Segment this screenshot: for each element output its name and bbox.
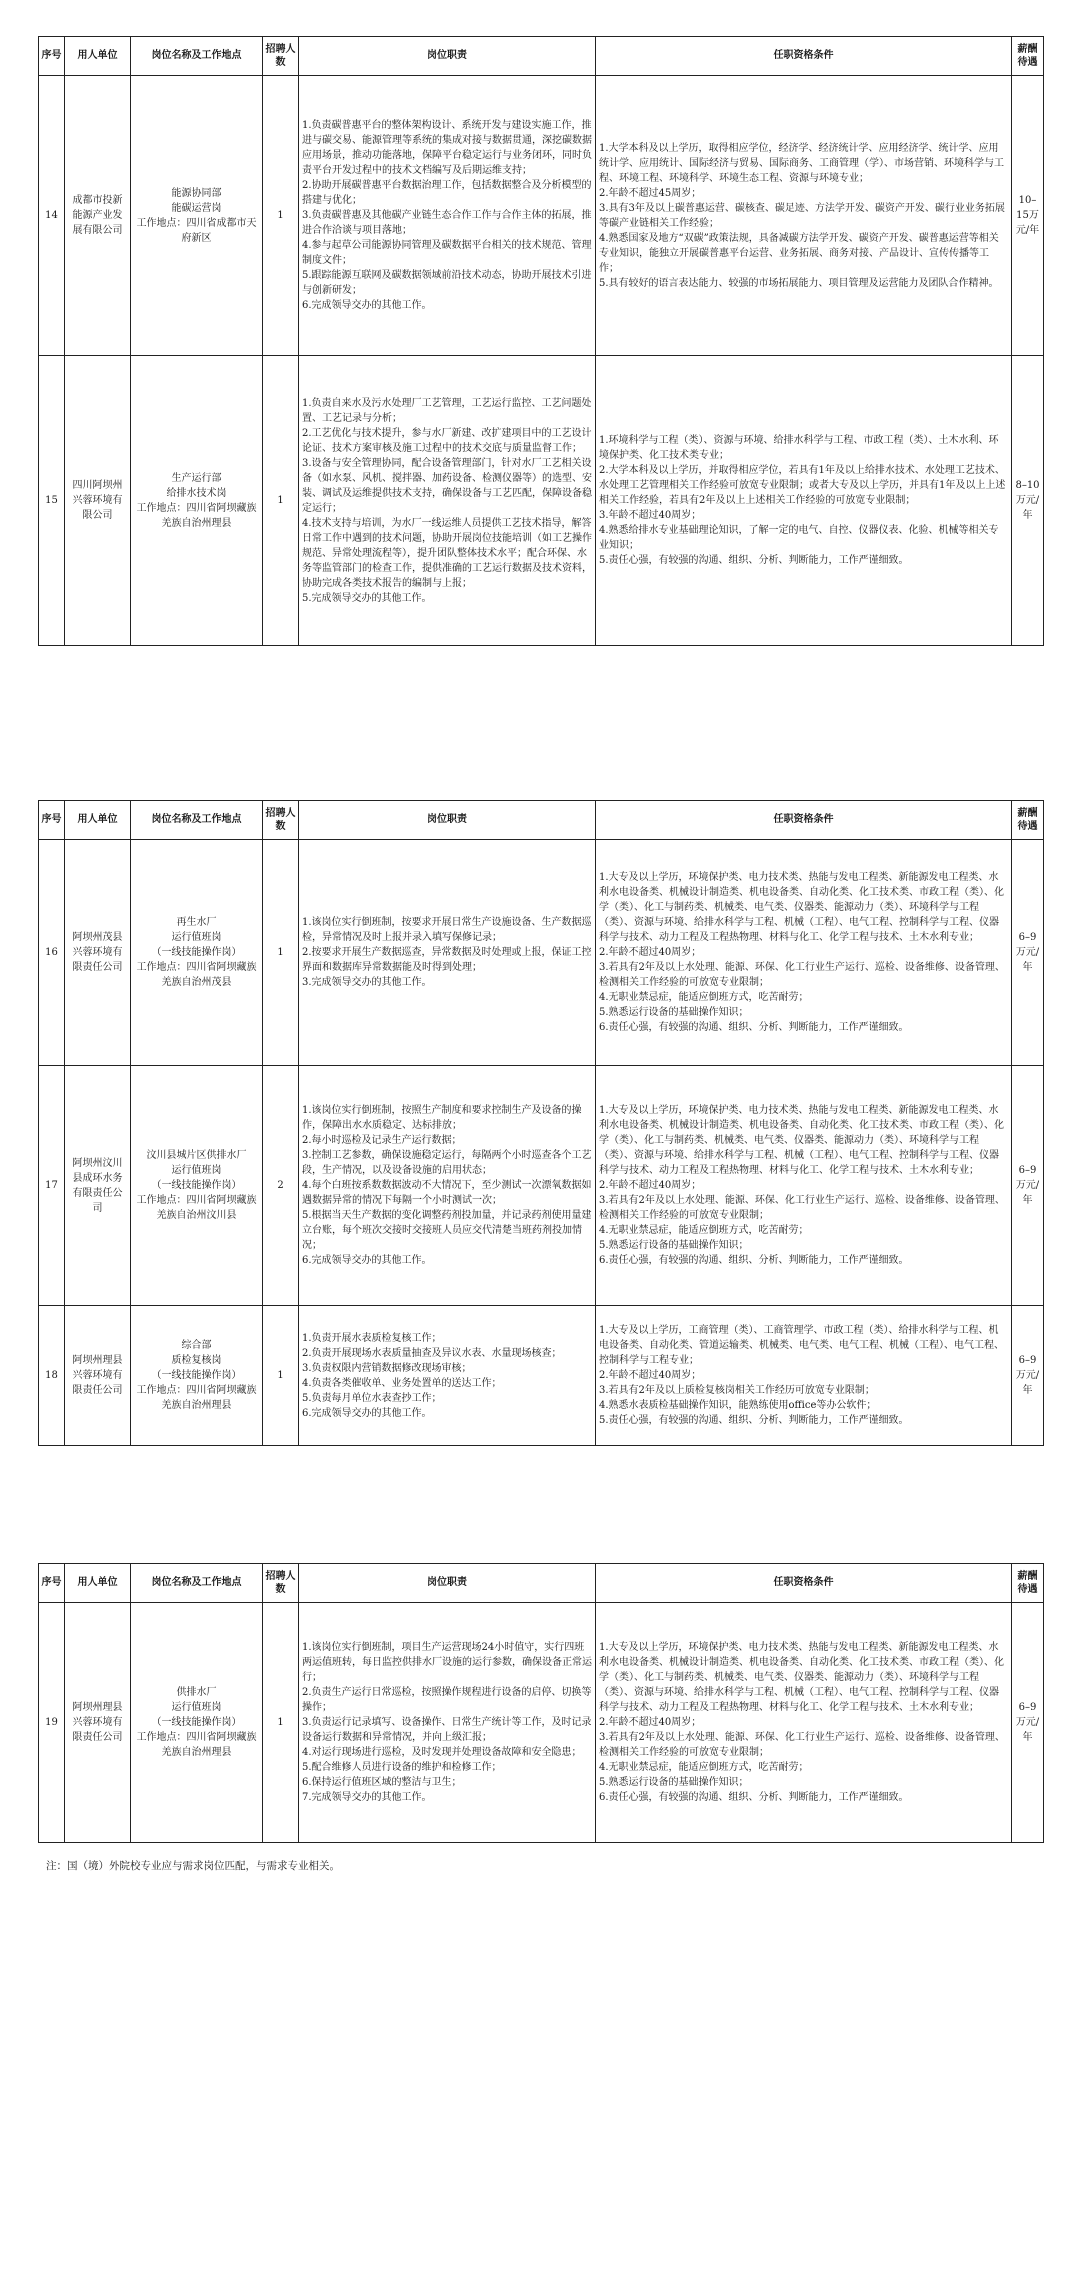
salary-part: 6–9 [1018, 932, 1037, 943]
position-title: 给排水技术岗 [166, 487, 227, 499]
headcount: 2 [263, 1066, 299, 1306]
employer-name: 阿坝州茂县兴蓉环境有限责任公司 [65, 840, 131, 1066]
table-row [39, 356, 1044, 646]
requirement-item: 4.熟悉水表质检基础操作知识，能熟练使用office等办公软件； [599, 1400, 877, 1411]
header-no: 序号 [39, 1564, 65, 1603]
duty-item: 7.完成领导交办的其他工作。 [302, 1792, 432, 1803]
position-location: 工作地点：四川省阿坝藏族羌族自治州理县 [136, 502, 257, 529]
requirement-item: 2.年龄不超过45周岁； [599, 187, 702, 199]
header-position: 岗位名称及工作地点 [131, 1564, 263, 1603]
duty-item: 2.工艺优化与技术提升，参与水厂新建、改扩建项目中的工艺设计论证、技术方案审核及施工过程中的技术交底与质量监督工作； [302, 427, 592, 454]
position-cell [131, 1603, 263, 1843]
duty-item: 5.跟踪能源互联网及碳数据领域前沿技术动态，协助开展技术引进与创新研发； [302, 270, 592, 296]
salary-cell [1012, 76, 1044, 356]
headcount: 1 [263, 356, 299, 646]
table-row [39, 1603, 1044, 1843]
requirement-item: 5.熟悉运行设备的基础操作知识； [599, 1777, 749, 1788]
position-location: 工作地点：四川省阿坝藏族羌族自治州理县 [136, 1732, 257, 1758]
row-number: 17 [39, 1066, 65, 1306]
requirement-item: 3.若具有2年及以上质检复核岗相关工作经历可放宽专业限制； [599, 1385, 875, 1396]
requirement-item: 3.若具有2年及以上水处理、能源、环保、化工行业生产运行、巡检、设备维修、设备管理、检测相关工作经验的可放宽专业限制； [599, 1732, 1005, 1758]
duty-item: 2.按要求开展生产数据巡查，异常数据及时处理或上报，保证工控界面和数据库异常数据能及时得到处理； [302, 947, 592, 973]
duty-item: 6.完成领导交办的其他工作。 [302, 1407, 432, 1419]
requirement-item: 6.责任心强，有较强的沟通、组织、分析、判断能力，工作严谨细致。 [599, 1022, 909, 1033]
salary-part: 万元/ [1015, 1180, 1040, 1191]
header-duties: 岗位职责 [299, 1564, 596, 1603]
table-header-row [39, 37, 1044, 76]
duty-item: 1.该岗位实行倒班制，按照生产制度和要求控制生产及设备的操作，保障出水水质稳定、达标排放； [302, 1105, 582, 1131]
header-salary: 薪酬待遇 [1012, 37, 1044, 76]
position-title: 能碳运营岗 [171, 202, 222, 214]
salary-part: 10– [1018, 195, 1037, 206]
requirement-item: 6.责任心强，有较强的沟通、组织、分析、判断能力，工作严谨细致。 [599, 1792, 909, 1803]
requirement-item: 1.大专及以上学历，工商管理（类）、工商管理学、市政工程（类）、给排水科学与工程、机电设备类、自动化类、管道运输类、机械类、电气类、电气工程、机械（工程）、电气工程、控制科学与工程专业； [599, 1325, 1004, 1366]
duty-item: 5.负责每月单位水表查抄工作； [302, 1392, 442, 1404]
salary-part: 6–9 [1018, 1355, 1037, 1366]
table-row [39, 1066, 1044, 1306]
requirement-item: 5.具有较好的语言表达能力、较强的市场拓展能力、项目管理及运营能力及团队合作精神。 [599, 277, 999, 289]
duty-item: 2.负责生产运行日常巡检，按照操作规程进行设备的启停、切换等操作； [302, 1687, 592, 1713]
position-title: 运行值班岗 [171, 932, 222, 943]
position-dept: 再生水厂 [176, 917, 217, 928]
duties-cell [299, 1066, 596, 1306]
requirement-item: 3.具有3年及以上碳普惠运营、碳核查、碳足迹、方法学开发、碳资产开发、碳行业业务拓展等碳产业链相关工作经验； [599, 202, 1005, 229]
position-cell [131, 1066, 263, 1306]
duties-cell [299, 76, 596, 356]
position-dept: 综合部 [181, 1340, 212, 1351]
headcount: 1 [263, 1603, 299, 1843]
duty-item: 4.负责各类催收单、业务处置单的送达工作； [302, 1377, 502, 1389]
row-number: 14 [39, 76, 65, 356]
duty-item: 2.协助开展碳普惠平台数据治理工作，包括数据整合及分析模型的搭建与优化； [302, 180, 592, 206]
table-row [39, 76, 1044, 356]
requirement-item: 2.年龄不超过40周岁； [599, 947, 702, 958]
requirement-item: 5.熟悉运行设备的基础操作知识； [599, 1007, 749, 1018]
position-location: 工作地点：四川省阿坝藏族羌族自治州茂县 [136, 962, 257, 988]
requirement-item: 3.若具有2年及以上水处理、能源、环保、化工行业生产运行、巡检、设备维修、设备管理、检测相关工作经验的可放宽专业限制； [599, 1195, 1005, 1221]
duty-item: 2.每小时巡检及记录生产运行数据； [302, 1135, 462, 1146]
salary-cell [1012, 1306, 1044, 1446]
header-salary: 薪酬待遇 [1012, 1564, 1044, 1603]
salary-part: 万元/ [1015, 1370, 1040, 1381]
row-number: 15 [39, 356, 65, 646]
position-dept: 能源协同部 [171, 187, 222, 199]
row-number: 18 [39, 1306, 65, 1446]
salary-part: 元/年 [1015, 225, 1040, 236]
requirement-item: 4.无职业禁忌症，能适应倒班方式，吃苦耐劳； [599, 1225, 809, 1236]
employer-name: 四川阿坝州兴蓉环境有限公司 [65, 356, 131, 646]
salary-part: 年 [1022, 510, 1033, 521]
duty-item: 3.负责权限内营销数据修改现场审核； [302, 1362, 472, 1374]
duty-item: 3.负责运行记录填写、设备操作、日常生产统计等工作，及时记录设备运行数据和异常情况，并向上级汇报； [302, 1717, 592, 1743]
employer-name: 成都市投新能源产业发展有限公司 [65, 76, 131, 356]
salary-part: 6–9 [1018, 1165, 1037, 1176]
requirement-item: 1.大专及以上学历，环境保护类、电力技术类、热能与发电工程类、新能源发电工程类、水利水电设备类、机械设计制造类、机电设备类、自动化类、化工技术类、市政工程（类）、化学（类）、化工与制药类、机械类、电气类、仪器类、能源动力（类）、环境科学与工程（类）、资源与环境、给排水科学与工程、机械（工程）、电气工程、控制科学与工程、仪器科学与技术、动力工程及工程热物理、材料与化工、化学工程与技术、土木水利专业； [599, 872, 1004, 943]
recruitment-table-1 [38, 36, 1044, 646]
requirement-item: 5.熟悉运行设备的基础操作知识； [599, 1240, 749, 1251]
duty-item: 3.完成领导交办的其他工作。 [302, 977, 432, 988]
duty-item: 4.对运行现场进行巡检，及时发现并处理设备故障和安全隐患； [302, 1747, 582, 1758]
requirements-cell [596, 76, 1012, 356]
salary-part: 年 [1022, 1195, 1033, 1206]
requirement-item: 2.年龄不超过40周岁； [599, 1180, 702, 1191]
salary-cell [1012, 356, 1044, 646]
header-unit: 用人单位 [65, 37, 131, 76]
requirement-item: 2.年龄不超过40周岁； [599, 1717, 702, 1728]
header-no: 序号 [39, 37, 65, 76]
employer-name: 阿坝州汶川县成环水务有限责任公司 [65, 1066, 131, 1306]
requirements-cell [596, 840, 1012, 1066]
header-duties: 岗位职责 [299, 37, 596, 76]
salary-part: 万元/ [1015, 947, 1040, 958]
requirement-item: 4.熟悉给排水专业基础理论知识，了解一定的电气、自控、仪器仪表、化验、机械等相关专业知识； [599, 525, 999, 551]
position-cell [131, 1306, 263, 1446]
salary-part: 年 [1022, 1385, 1033, 1396]
duty-item: 3.控制工艺参数，确保设施稳定运行，每隔两个小时巡查各个工艺段，生产情况，以及设备设施的启用状态； [302, 1150, 592, 1176]
salary-part: 年 [1022, 962, 1033, 973]
requirement-item: 1.环境科学与工程（类）、资源与环境、给排水科学与工程、市政工程（类）、土木水利、环境保护类、化工技术类专业； [599, 435, 999, 461]
header-requirements: 任职资格条件 [596, 801, 1012, 840]
header-salary: 薪酬待遇 [1012, 801, 1044, 840]
salary-cell [1012, 1603, 1044, 1843]
table-header-row [39, 1564, 1044, 1603]
duty-item: 1.负责开展水表质检复核工作； [302, 1332, 442, 1344]
position-title: 运行值班岗 [171, 1165, 222, 1176]
position-cell [131, 76, 263, 356]
headcount: 1 [263, 1306, 299, 1446]
requirement-item: 5.责任心强，有较强的沟通、组织、分析、判断能力，工作严谨细致。 [599, 1415, 909, 1426]
position-type: （一线技能操作岗） [151, 947, 242, 958]
header-count: 招聘人数 [263, 1564, 299, 1603]
requirements-cell [596, 356, 1012, 646]
recruitment-table-3 [38, 1563, 1044, 1843]
requirement-item: 5.责任心强，有较强的沟通、组织、分析、判断能力，工作严谨细致。 [599, 555, 909, 566]
header-count: 招聘人数 [263, 37, 299, 76]
duty-item: 6.保持运行值班区域的整洁与卫生； [302, 1777, 462, 1788]
duty-item: 5.完成领导交办的其他工作。 [302, 592, 432, 604]
position-dept: 汶川县城片区供排水厂 [146, 1150, 247, 1161]
position-location: 工作地点：四川省阿坝藏族羌族自治州理县 [136, 1385, 257, 1411]
position-dept: 生产运行部 [171, 472, 222, 484]
salary-part: 8–10 [1015, 480, 1040, 491]
employer-name: 阿坝州理县兴蓉环境有限责任公司 [65, 1603, 131, 1843]
duty-item: 4.参与起草公司能源协同管理及碳数据平台相关的技术规范、管理制度文件； [302, 240, 592, 266]
duties-cell [299, 1306, 596, 1446]
position-title: 运行值班岗 [171, 1702, 222, 1713]
table-row [39, 1306, 1044, 1446]
duties-cell [299, 840, 596, 1066]
duty-item: 4.每个白班按系数数据波动不大情况下，至少测试一次漂氧数据如遇数据异常的情况下每隔一个小时测试一次； [302, 1180, 592, 1206]
duties-cell [299, 1603, 596, 1843]
duty-item: 3.设备与安全管理协同，配合设备管理部门，针对水厂工艺相关设备（如水泵、风机、搅拌器、加药设备、检测仪器等）的选型、安装、调试及运维提供技术支持，确保设备与工艺匹配，保障设备稳定运行； [302, 457, 592, 514]
requirement-item: 1.大专及以上学历，环境保护类、电力技术类、热能与发电工程类、新能源发电工程类、水利水电设备类、机械设计制造类、机电设备类、自动化类、化工技术类、市政工程（类）、化学（类）、化工与制药类、机械类、电气类、仪器类、能源动力（类）、环境科学与工程（类）、资源与环境、给排水科学与工程、机械（工程）、电气工程、控制科学与工程、仪器科学与技术、动力工程及工程热物理、材料与化工、化学工程与技术、土木水利专业； [599, 1105, 1004, 1176]
table-header-row [39, 801, 1044, 840]
employer-name: 阿坝州理县兴蓉环境有限责任公司 [65, 1306, 131, 1446]
requirement-item: 1.大专及以上学历，环境保护类、电力技术类、热能与发电工程类、新能源发电工程类、水利水电设备类、机械设计制造类、机电设备类、自动化类、化工技术类、市政工程（类）、化学（类）、化工与制药类、机械类、电气类、仪器类、能源动力（类）、环境科学与工程（类）、资源与环境、给排水科学与工程、机械（工程）、电气工程、控制科学与工程、仪器科学与技术、动力工程及工程热物理、材料与化工、化学工程与技术、土木水利专业； [599, 1642, 1004, 1713]
requirement-item: 6.责任心强，有较强的沟通、组织、分析、判断能力，工作严谨细致。 [599, 1255, 909, 1266]
header-position: 岗位名称及工作地点 [131, 37, 263, 76]
requirements-cell [596, 1306, 1012, 1446]
header-unit: 用人单位 [65, 801, 131, 840]
duty-item: 2.负责开展现场水表质量抽查及异议水表、水量现场核查； [302, 1347, 562, 1359]
position-dept: 供排水厂 [176, 1687, 217, 1698]
headcount: 1 [263, 76, 299, 356]
duties-cell [299, 356, 596, 646]
requirement-item: 1.大学本科及以上学历，取得相应学位，经济学、经济统计学、应用经济学、统计学、应用统计学、应用统计、国际经济与贸易、国际商务、工商管理（学）、市场营销、环境科学与工程、环境工程、环境科学、环境生态工程、资源与环境专业； [599, 142, 1004, 184]
requirement-item: 2.大学本科及以上学历，并取得相应学位，若具有1年及以上给排水技术、水处理工艺技术、水处理工艺管理相关工作经验可放宽专业限制；或者大专及以上学历，并具有1年及以上上述相关工作经验，若具有2年及以上上述相关工作经验的可放宽专业限制； [599, 465, 1006, 506]
duty-item: 5.配合维修人员进行设备的维护和检修工作； [302, 1762, 502, 1773]
header-duties: 岗位职责 [299, 801, 596, 840]
requirements-cell [596, 1066, 1012, 1306]
position-cell [131, 840, 263, 1066]
salary-cell [1012, 840, 1044, 1066]
header-position: 岗位名称及工作地点 [131, 801, 263, 840]
position-location: 工作地点：四川省阿坝藏族羌族自治州汶川县 [136, 1195, 257, 1221]
position-title: 质检复核岗 [171, 1355, 222, 1366]
requirement-item: 3.年龄不超过40周岁； [599, 510, 702, 521]
position-type: （一线技能操作岗） [151, 1370, 242, 1381]
footnote: 注：国（境）外院校专业应与需求岗位匹配，与需求专业相关。 [46, 1860, 340, 1872]
salary-part: 15万 [1016, 210, 1039, 221]
duty-item: 6.完成领导交办的其他工作。 [302, 300, 432, 311]
row-number: 19 [39, 1603, 65, 1843]
requirement-item: 2.年龄不超过40周岁； [599, 1370, 702, 1381]
salary-cell [1012, 1066, 1044, 1306]
position-cell [131, 356, 263, 646]
recruitment-table-2 [38, 800, 1044, 1446]
header-requirements: 任职资格条件 [596, 37, 1012, 76]
duty-item: 1.该岗位实行倒班制，项目生产运营现场24小时值守，实行四班两运值班转，每日监控供排水厂设施的运行参数，确保设备正常运行； [302, 1642, 592, 1683]
requirement-item: 3.若具有2年及以上水处理、能源、环保、化工行业生产运行、巡检、设备维修、设备管理、检测相关工作经验的可放宽专业限制； [599, 962, 1005, 988]
headcount: 1 [263, 840, 299, 1066]
salary-part: 万元/ [1015, 1717, 1040, 1728]
header-unit: 用人单位 [65, 1564, 131, 1603]
salary-part: 6–9 [1018, 1702, 1037, 1713]
requirement-item: 4.无职业禁忌症，能适应倒班方式，吃苦耐劳； [599, 992, 809, 1003]
header-requirements: 任职资格条件 [596, 1564, 1012, 1603]
position-location: 工作地点：四川省成都市天府新区 [136, 217, 257, 244]
duty-item: 5.根据当天生产数据的变化调整药剂投加量，并记录药剂使用量建立台账，每个班次交接时交接班人员应交代清楚当班药剂投加情况； [302, 1210, 592, 1251]
requirements-cell [596, 1603, 1012, 1843]
table-row [39, 840, 1044, 1066]
duty-item: 1.负责碳普惠平台的整体架构设计、系统开发与建设实施工作，推进与碳交易、能源管理等系统的集成对接与数据贯通，深挖碳数据应用场景，推动功能落地，保障平台稳定运行与业务闭环，同时负责平台开发过程中的技术文档编写及后期运维支持； [302, 120, 592, 176]
salary-part: 年 [1022, 1732, 1033, 1743]
row-number: 16 [39, 840, 65, 1066]
position-type: （一线技能操作岗） [151, 1180, 242, 1191]
header-count: 招聘人数 [263, 801, 299, 840]
duty-item: 4.技术支持与培训，为水厂一线运维人员提供工艺技术指导，解答日常工作中遇到的技术问题，协助开展岗位技能培训（如工艺操作规范、异常处理流程等），提升团队整体技术水平；配合环保、水务等监管部门的检查工作，提供准确的工艺运行数据及技术资料，协助完成各类技术报告的编制与上报； [302, 517, 592, 589]
duty-item: 1.负责自来水及污水处理厂工艺管理，工艺运行监控、工艺问题处置、工艺记录与分析； [302, 397, 592, 424]
requirement-item: 4.熟悉国家及地方“双碳”政策法规，具备减碳方法学开发、碳资产开发、碳普惠运营等相关专业知识，能独立开展碳普惠平台运营、业务拓展、商务对接、产品设计、宣传传播等工作； [599, 232, 999, 274]
duty-item: 3.负责碳普惠及其他碳产业链生态合作工作与合作主体的拓展，推进合作洽谈与项目落地； [302, 210, 592, 236]
header-no: 序号 [39, 801, 65, 840]
position-type: （一线技能操作岗） [151, 1717, 242, 1728]
salary-part: 万元/ [1015, 495, 1040, 506]
requirement-item: 4.无职业禁忌症，能适应倒班方式，吃苦耐劳； [599, 1762, 809, 1773]
duty-item: 6.完成领导交办的其他工作。 [302, 1255, 432, 1266]
duty-item: 1.该岗位实行倒班制，按要求开展日常生产设施设备、生产数据巡检，异常情况及时上报并录入填写保修记录； [302, 917, 592, 943]
